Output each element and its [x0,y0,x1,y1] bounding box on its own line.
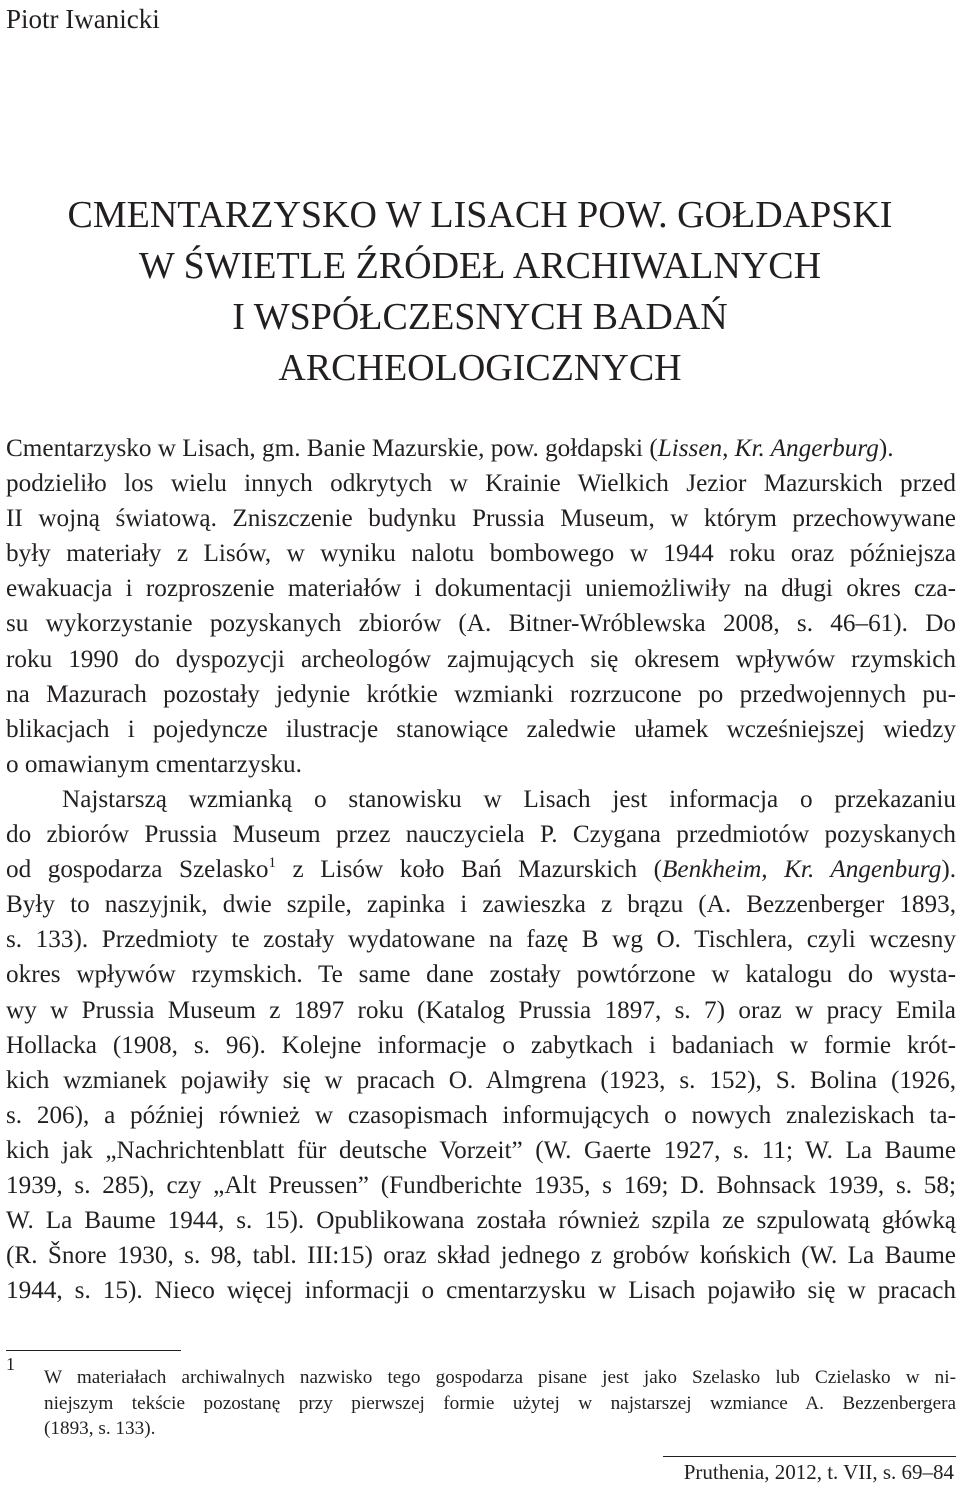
body-line: 1939, s. 285), czy „Alt Preussen” (Fundberichte 1935, s 169; D. Bohnsack 1939, s. 58; [6,1171,956,1199]
footnote-line: W materiałach archiwalnych nazwisko tego gospodarza pisane jest jako Szelasko lub Czielasko w ni- [44,1367,956,1388]
body-line: W. La Baume 1944, s. 15). Opublikowana została również szpila ze szpulowatą główką [6,1207,956,1235]
journal-citation: Pruthenia, 2012, t. VII, s. 69–84 [683,1460,954,1484]
body-line: podzieliło los wielu innych odkrytych w Krainie Wielkich Jezior Mazurskich przed [6,470,956,498]
body-line: s. 133). Przedmioty te zostały wydatowane na fazę B wg O. Tischlera, czyli wczesny [6,926,956,954]
title-line: CMENTARZYSKO W LISACH POW. GOŁDAPSKI [67,194,893,236]
footnote-line: niejszym tekście pozostanę przy pierwszej formie użytej w najstarszej wzmiance A. Bezzenbergera [44,1392,956,1414]
body-line: Były to naszyjnik, dwie szpile, zapinka i zawieszka z brązu (A. Bezzenberger 1893, [6,891,956,919]
place-name-italic: Benkheim, Kr. Angenburg [662,856,942,884]
body-line: roku 1990 do dyspozycji archeologów zajmujących się okresem wpływów rzymskich [6,645,956,673]
body-line [6,852,956,887]
title-line: W ŚWIETLE ŹRÓDEŁ ARCHIWALNYCH [138,245,822,287]
title-line: I WSPÓŁCZESNYCH BADAŃ [232,296,728,338]
body-line: do zbiorów Prussia Museum przez nauczyciela P. Czygana przedmiotów pozyskanych [6,821,956,849]
body-line: su wykorzystanie pozyskanych zbiorów (A. Bitner-Wróblewska 2008, s. 46–61). Do [6,610,956,638]
body-line: kich jak „Nachrichtenblatt für deutsche Vorzeit” (W. Gaerte 1927, s. 11; W. La Baume [6,1136,956,1164]
body-line [6,431,956,466]
body-text-segment: ). [878,435,894,462]
body-line: o omawianym cmentarzysku. [6,750,302,778]
article-title [0,190,960,394]
body-line: Hollacka (1908, s. 96). Kolejne informacje o zabytkach i badaniach w formie krót- [6,1031,956,1059]
body-text-segment: od gospodarza Szelasko [6,856,269,884]
place-name-italic: Lissen, Kr. Angerburg [657,435,879,462]
body-line: okres wpływów rzymskich. Te same dane zostały powtórzone w katalogu do wysta- [6,961,956,989]
footnote-reference[interactable]: 1 [268,855,276,872]
body-line: na Mazurach pozostały jedynie krótkie wzmianki rozrzucone po przedwojennych pu- [6,680,956,708]
body-line: ewakuacja i rozproszenie materiałów i dokumentacji uniemożliwiły na długi okres cza- [6,575,956,603]
body-line: kich wzmianek pojawiły się w pracach O. Almgrena (1923, s. 152), S. Bolina (1926, [6,1066,956,1094]
body-text-segment: ). [941,856,956,884]
footnote-line: (1893, s. 133). [44,1418,156,1439]
footnote-text [44,1365,956,1442]
body-line: 1944, s. 15). Nieco więcej informacji o cmentarzysku w Lisach pojawiło się w pracach [6,1277,956,1305]
body-line: (R. Šnore 1930, s. 98, tabl. III:15) oraz skład jednego z grobów końskich (W. La Baume [6,1242,956,1270]
body-line: II wojną światową. Zniszczenie budynku Prussia Museum, w którym przechowywane [6,505,956,533]
body-line: blikacjach i pojedyncze ilustracje stanowiące zaledwie ułamek wcześniejszej wiedzy [6,715,956,743]
footnote-divider [6,1350,181,1351]
body-line: Najstarszą wzmianką o stanowisku w Lisach jest informacja o przekazaniu [62,785,956,813]
article-body [6,431,956,1308]
body-text-segment: Cmentarzysko w Lisach, gm. Banie Mazurskie, pow. gołdapski ( [6,435,658,462]
footer-divider [663,1456,956,1457]
body-text-segment: z Lisów koło Bań Mazurskich ( [276,856,662,884]
body-line: były materiały z Lisów, w wyniku nalotu bombowego w 1944 roku oraz późniejsza [6,540,956,568]
body-line: wy w Prussia Museum z 1897 roku (Katalog Prussia 1897, s. 7) oraz w pracy Emila [6,996,956,1024]
author-name: Piotr Iwanicki [6,4,160,34]
title-line: ARCHEOLOGICZNYCH [278,347,682,389]
footnote-number: 1 [6,1354,15,1374]
body-line: s. 206), a później również w czasopismach informujących o nowych znaleziskach ta- [6,1101,956,1129]
